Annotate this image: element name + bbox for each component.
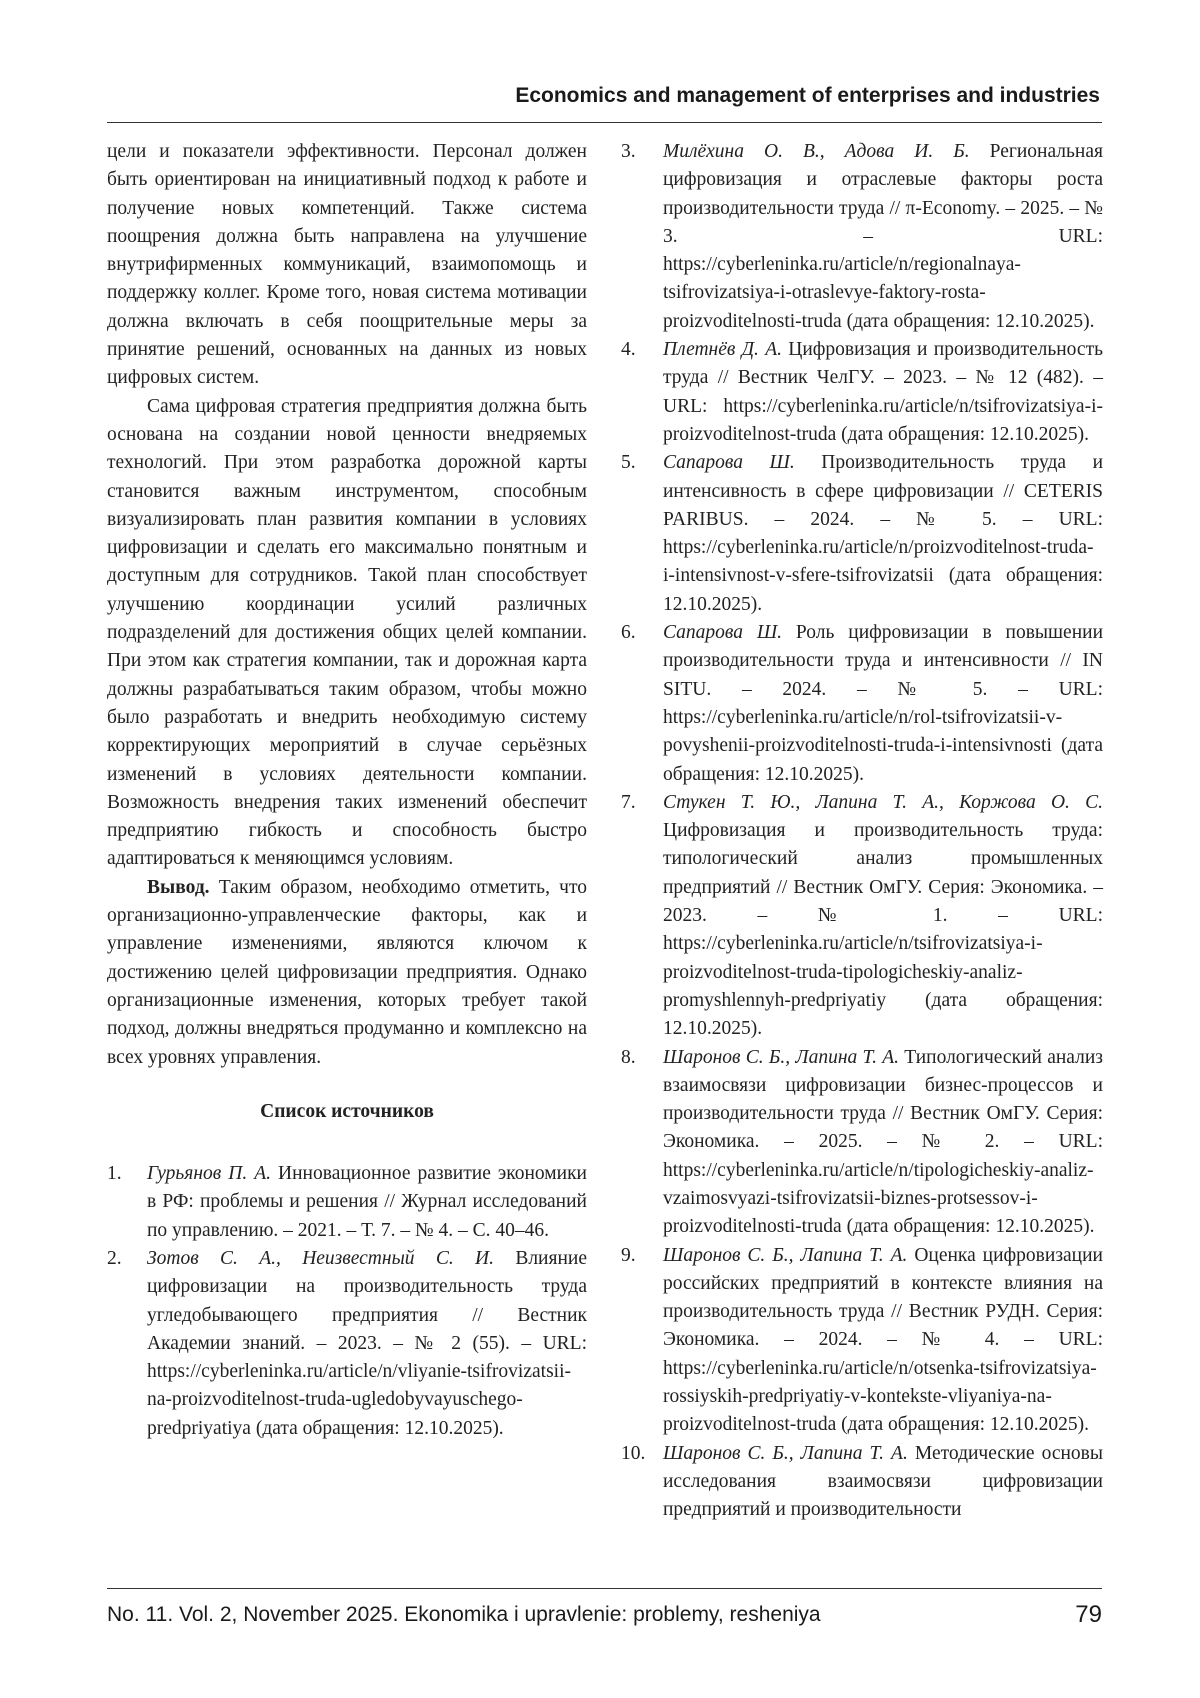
reference-authors: Шаронов С. Б., Лапина Т. А.	[663, 1244, 908, 1266]
reference-item	[621, 619, 1103, 789]
left-column	[107, 138, 587, 1443]
reference-item	[621, 1242, 1103, 1440]
reference-item	[621, 449, 1103, 619]
reference-number: 5.	[621, 452, 636, 474]
reference-number: 6.	[621, 622, 636, 644]
reference-authors: Стукен Т. Ю., Лапина Т. А., Коржова О. С.	[663, 791, 1103, 813]
reference-authors: Сапарова Ш.	[663, 622, 783, 644]
reference-text: Цифровизация и производительность труда: типологический анализ промышленных предприятий // Вестник ОмГУ. Серия: Экономика. – 2023. – № 1. – URL: https://cyberleninka.ru/article/n/tsifrovizatsiya-i-proizvoditelnost-truda-tipologicheskiy-analiz-promyshlennyh-predpriyatiy (дата обращения: 12.10.2025).	[663, 820, 1103, 1040]
reference-item	[107, 1160, 587, 1245]
references-heading: Список источников	[260, 1100, 434, 1122]
reference-number: 7.	[621, 791, 636, 813]
right-column	[621, 138, 1103, 1525]
reference-item	[107, 1245, 587, 1443]
reference-number: 8.	[621, 1046, 636, 1068]
reference-number: 3.	[621, 141, 636, 162]
reference-text: Типологический анализ взаимосвязи цифровизации бизнес-процессов и производительности труда // Вестник ОмГУ. Серия: Экономика. – 2025. – № 2. – URL: https://cyberleninka.ru/article/n/tipologicheskiy-analiz-vzaimosvyazi-tsifrovizatsii-biznes-protsessov-i-proizvoditelnosti-truda (дата обращения: 12.10.2025).	[663, 1046, 1103, 1238]
reference-authors: Шаронов С. Б., Лапина Т. А.	[663, 1442, 908, 1464]
reference-number: 10.	[621, 1442, 646, 1464]
conclusion-paragraph	[107, 874, 587, 1072]
reference-number: 9.	[621, 1244, 636, 1266]
reference-number: 4.	[621, 339, 636, 361]
reference-authors: Сапарова Ш.	[663, 452, 795, 474]
reference-text: Роль цифровизации в повышении производительности труда и интенсивности // IN SITU. – 2024. – № 5. – URL: https://cyberleninka.ru/article/n/rol-tsifrovizatsii-v-povyshenii-proizvoditelnosti-truda-i-intensivnosti (дата обращения: 12.10.2025).	[663, 622, 1104, 785]
reference-item	[621, 336, 1103, 449]
reference-number: 2.	[107, 1247, 122, 1269]
reference-item	[621, 1440, 1103, 1525]
page-number: 79	[1075, 1601, 1102, 1628]
conclusion-label: Вывод.	[147, 876, 210, 898]
journal-footer: No. 11. Vol. 2, November 2025. Ekonomika i upravlenie: problemy, resheniya	[107, 1603, 821, 1626]
reference-item	[621, 1044, 1103, 1242]
reference-authors: Шаронов С. Б., Лапина Т. А.	[663, 1046, 900, 1068]
reference-text: Влияние цифровизации на производительность труда угледобывающего предприятия // Вестник Академии знаний. – 2023. – № 2 (55). – URL: https://cyberleninka.ru/article/n/vliyanie-tsifrovizatsii-na-proizvoditelnost-truda-ugledobyvayuschego-predpriyatiya (дата обращения: 12.10.2025).	[147, 1247, 587, 1439]
reference-authors: Гурьянов П. А.	[147, 1163, 272, 1185]
body-paragraph-1: цели и показатели эффективности. Персонал должен быть ориентирован на инициативный подход к работе и получение новых компетенций. Также система поощрения должна быть направлена на улучшение внутрифирменных коммуникаций, взаимопомощь и поддержку коллег. Кроме того, новая система мотивации должна включать в себя поощрительные меры за принятие решений, основанных на данных из новых цифровых систем.	[107, 141, 587, 389]
reference-authors: Плетнёв Д. А.	[663, 339, 782, 361]
running-header: Economics and management of enterprises and industries	[515, 84, 1100, 107]
reference-text: Цифровизация и производительность труда // Вестник ЧелГУ. – 2023. – № 12 (482). – URL: https://cyberleninka.ru/article/n/tsifrovizatsiya-i-proizvoditelnost-truda (дата обращения: 12.10.2025).	[663, 339, 1103, 445]
reference-text: Региональная цифровизация и отраслевые факторы роста производительности труда // π-Economy. – 2025. – № 3. – URL: https://cyberleninka.ru/article/n/regionalnaya-tsifrovizatsiya-i-otraslevye-faktory-rosta-proizvoditelnosti-truda (дата обращения: 12.10.2025).	[663, 141, 1103, 332]
reference-text: Оценка цифровизации российских предприятий в контексте влияния на производительность труда // Вестник РУДН. Серия: Экономика. – 2024. – № 4. – URL: https://cyberleninka.ru/article/n/otsenka-tsifrovizatsiya-rossiyskih-predpriyatiy-v-kontekste-vliyaniya-na-proizvoditelnost-truda (дата обращения: 12.10.2025).	[663, 1244, 1103, 1436]
references-list-left	[107, 1160, 587, 1443]
footer-rule	[107, 1588, 1102, 1589]
reference-text: Инновационное развитие экономики в РФ: проблемы и решения // Журнал исследований по управлению. – 2021. – Т. 7. – № 4. – С. 40–46.	[147, 1163, 587, 1241]
conclusion-text: Таким образом, необходимо отметить, что организационно-управленческие факторы, как и управление изменениями, являются ключом к достижению целей цифровизации предприятия. Однако организационные изменения, которых требует такой подход, должны внедряться продуманно и комплексно на всех уровнях управления.	[107, 876, 587, 1068]
reference-item	[621, 789, 1103, 1044]
body-paragraph-2: Сама цифровая стратегия предприятия должна быть основана на создании новой ценности внедряемых технологий. При этом разработка дорожной карты становится важным инструментом, способным визуализировать план развития компании в условиях цифровизации и сделать его максимально понятным и доступным для сотрудников. Такой план способствует улучшению координации усилий различных подразделений для достижения общих целей компании. При этом как стратегия компании, так и дорожная карта должны разрабатываться таким образом, чтобы можно было разработать и внедрить необходимую систему корректирующих мероприятий в случае серьёзных изменений в условиях деятельности компании. Возможность внедрения таких изменений обеспечит предприятию гибкость и способность быстро адаптироваться к меняющимся условиям.	[107, 395, 587, 870]
reference-authors: Зотов С. А., Неизвестный С. И.	[147, 1247, 494, 1269]
references-list-right	[621, 138, 1103, 1525]
reference-text: Производительность труда и интенсивность в сфере цифровизации // CETERIS PARIBUS. – 2024. – № 5. – URL: https://cyberleninka.ru/article/n/proizvoditelnost-truda-i-intensivnost-v-sfere-tsifrovizatsii (дата обращения: 12.10.2025).	[663, 452, 1104, 615]
reference-number: 1.	[107, 1163, 122, 1185]
header-rule	[107, 122, 1102, 123]
reference-item	[621, 138, 1103, 336]
reference-authors: Милёхина О. В., Адова И. Б.	[663, 141, 970, 162]
reference-text: Методические основы исследования взаимосвязи цифровизации предприятий и производительности	[663, 1442, 1103, 1521]
